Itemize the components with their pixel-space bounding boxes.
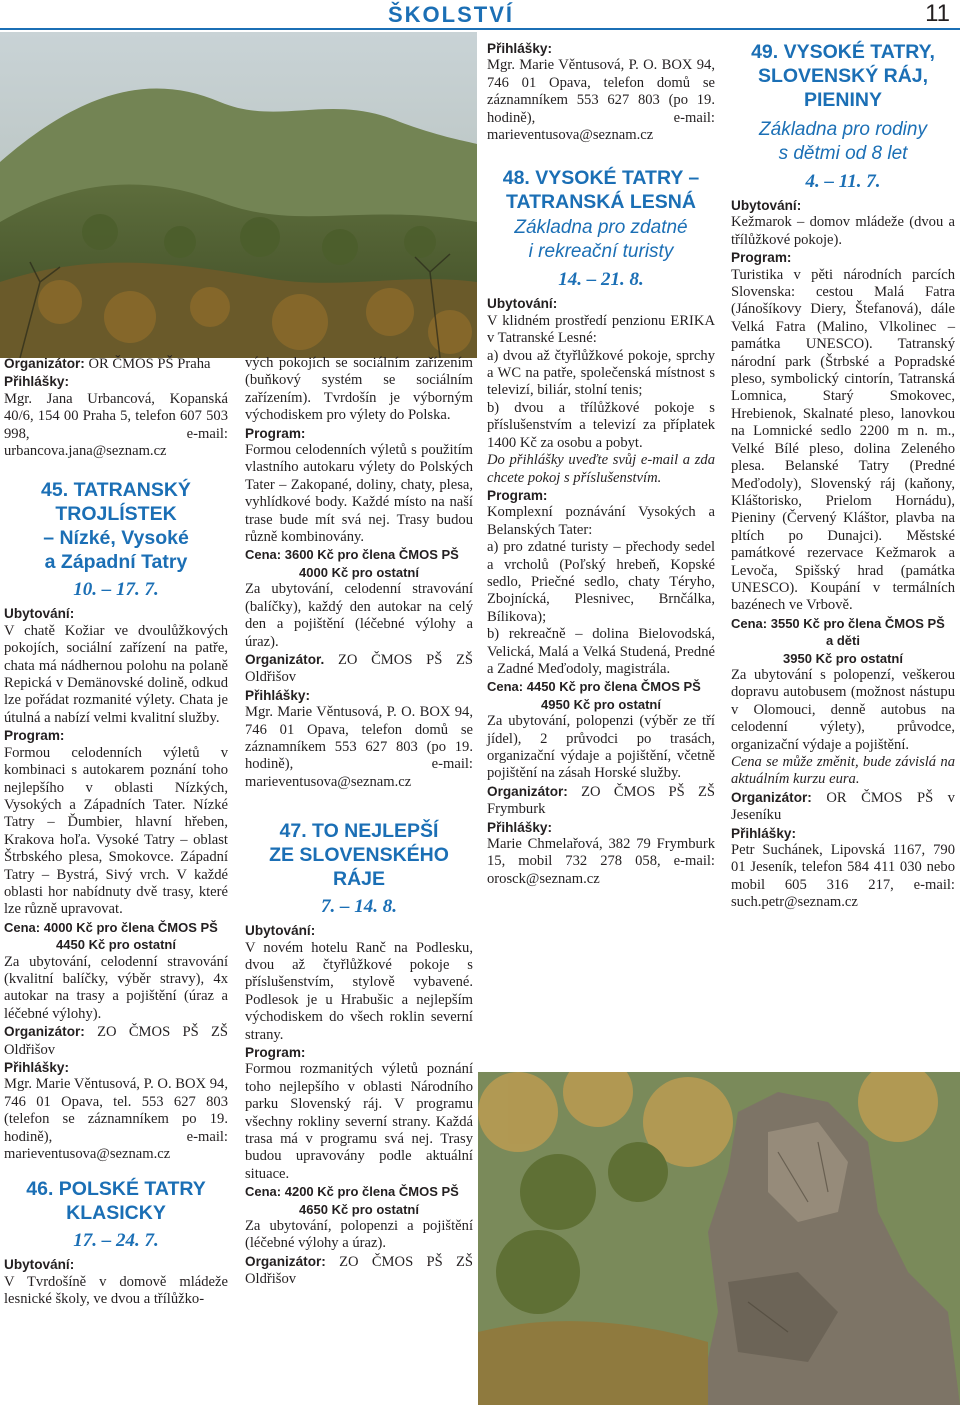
trip-49-accommodation: Kežmarok – domov mládeže (dvou a třílůžkové pokoje). (731, 214, 955, 248)
trip-47-dates: 7. – 14. 8. (321, 896, 397, 918)
trip-49-price-member: Cena: 3550 Kč pro člena ČMOS PŠ (731, 615, 945, 631)
trip-45-price-member: Cena: 4000 Kč pro člena ČMOS PŠ (4, 919, 218, 935)
organizer-label: Organizátor: (731, 789, 812, 805)
trip-49-subtitle: Základna pro rodiny s dětmi od 8 let (759, 119, 927, 164)
program-label: Program: (731, 250, 792, 266)
trip-46-program: Formou celodenních výletů s použitím vlastního autokaru výlety do Polských Tater – Zakopané, doliny, chaty, plesa, vyhlídkové body. Každé místo na naší trase bude mít svá nej. Trasy budou různě kombinovány. (245, 442, 473, 546)
trip-46-title: 46. POLSKÉ TATRY KLASICKY (26, 1178, 206, 1225)
accommodation-label: Ubytování: (4, 606, 75, 622)
trip-45-program: Formou celodenních výletů v kombinaci s autokarem poznání toho nejlepšího v oblasti Nízkých, Vysokých a Západních Tater. Nízké Tatry – Ďumbier, hlavní hřeben, Krakova hoľa. Vysoké Tatry – oblast Štrbského plesa, Smokovce. Západní Tatry – Bystrá, Sivý vrch. V každé oblasti hor nabídnuty dvě trasy, které lze různě upravovat. (4, 744, 228, 918)
trip-47-price-note: Za ubytování, polopenzi a pojištění (léčebné výlohy a úraz). (245, 1218, 473, 1252)
trip-48-note: Do přihlášky uveďte svůj e-mail a zda chcete pokoj s příslušenstvím. (487, 452, 715, 486)
section-title: ŠKOLSTVÍ (388, 2, 515, 27)
trip-47-title: 47. TO NEJLEPŠÍ ZE SLOVENSKÉHO RÁJE (269, 820, 449, 891)
organizer-label: Organizátor: (245, 1253, 326, 1269)
trip-46-price-note: Za ubytování, celodenní stravování (balíčky), každý den autokar na celý den a pojištění (léčebné výlohy a úraz). (245, 581, 473, 650)
trip-47-signup: Mgr. Marie Věntusová, P. O. BOX 94, 746 01 Opava, telefon domů se záznamníkem 553 627 803 (po 19. hodině), e-mail: marieventusova@seznam.cz (487, 57, 715, 144)
accommodation-label: Ubytování: (245, 923, 316, 939)
trip-48-price-note: Za ubytování, polopenzi (výběr ze tří jídel), 2 průvodci po trasách, organizační výdaje a pojištění, včetně pojištění na zásah Horské služby. (487, 713, 715, 782)
organizer-label: Organizátor: (487, 783, 568, 799)
trip-48-signup: Marie Chmelařová, 382 79 Frymburk 15, mobil 732 278 058, e-mail: orosck@seznam.cz (487, 836, 715, 887)
signup-label: Přihlášky: (245, 687, 310, 703)
trip-45-title: 45. TATRANSKÝ TROJLÍSTEK – Nízké, Vysoké a Západní Tatry (41, 479, 191, 574)
trip-48-price-other: 4950 Kč pro ostatní (541, 696, 661, 712)
trip-49-note: Cena se může změnit, bude závislá na aktuálním kurzu eura. (731, 754, 955, 788)
accommodation-label: Ubytování: (487, 296, 558, 312)
trip-45-signup: Mgr. Marie Věntusová, P. O. BOX 94, 746 01 Opava, tel. 553 627 803 (telefon se záznamníkem po 19. hodině), e-mail: marieventusova@seznam.cz (4, 1076, 228, 1163)
forest-hills-photo (0, 32, 477, 358)
organizer-text: OR ČMOS PŠ Praha (88, 356, 211, 372)
accommodation-label: Ubytování: (4, 1257, 75, 1273)
trip-49-program: Turistika v pěti národních parcích Slovenska: cestou Malá Fatra (Jánošíkovy Diery, Štefanová), dále Velká Fatra (Malino, Vlkolinec – památka UNESCO). Tatranský národní park (Štrbské a Popradské pleso, symbolický cintorín, Tatranská Lomnica, Starý Smokovec, Hrebienok, Skalnaté pleso, lanovkou na Lomnické sedlo 2200 m n. m., Velké Bílé pleso, dolina Zeleného plesa. Belanské Tatry (Predné Meďodoly), Slovenský ráj (kaňony, Kláštorisko, Prielom Hornádu), Pieniny (Červený Kláštor, plavba na pltích po Dunajci). Městské památkové rezervace Kežmarok a Levoča, Spišský hrad (památka UNESCO). Koupání v termálních bazénech ve Vrbově. (731, 266, 955, 614)
trip-46-price-member: Cena: 3600 Kč pro člena ČMOS PŠ (245, 547, 459, 563)
signup-label: Přihlášky: (731, 825, 796, 841)
rock-formation-photo (478, 1072, 960, 1405)
trip-45-accommodation: V chatě Kožiar ve dvoulůžkových pokojích, sociální zařízení na patře, chata má nádhernou polohu na polaně Repická v Demänovské dolině, odkud lze pořádat rozmanité výlety. Chata je útulná a nabízí velmi kvalitní služby. (4, 622, 228, 726)
signup-label: Přihlášky: (487, 819, 552, 835)
trip-46-organizer: ZO ČMOS PŠ ZŠ Oldřišov (245, 651, 473, 686)
program-label: Program: (487, 487, 548, 503)
trip-48-accommodation-b: b) dvou a třílůžkové pokoje s příslušenstvím a televizí za příplatek 1400 Kč za osobu a pobyt. (487, 399, 715, 451)
trip-46-price-other: 4000 Kč pro ostatní (299, 564, 419, 580)
trip-49-dates: 4. – 11. 7. (805, 171, 881, 192)
trip-49-title: 49. VYSOKÉ TATRY, SLOVENSKÝ RÁJ, PIENINY (751, 41, 935, 111)
trip-47-price-member: Cena: 4200 Kč pro člena ČMOS PŠ (245, 1184, 459, 1200)
trip-48-program-a: a) pro zdatné turisty – přechody sedel a vrcholů (Poľský hrebeň, Kopské sedlo, Priečné sedlo, chaty Téryho, Zbojnícká, Plesnivec, Brnčálka, Bílikova); (487, 539, 715, 625)
organizer-label: Organizátor. (245, 651, 325, 667)
trip-47-program: Formou rozmanitých výletů poznání toho nejlepšího v oblasti Národního parku Slovenský ráj. V programu všechny rokliny severní strany. Každá trasa má v programu svá nej. Trasy budou upravovány podle aktuální situace. (245, 1061, 473, 1182)
signup-label: Přihlášky: (4, 1060, 69, 1075)
trip-45-organizer: ZO ČMOS PŠ ZŠ Oldřišov (4, 1024, 228, 1058)
program-label: Program: (245, 1045, 306, 1060)
trip-46-dates: 17. – 24. 7. (73, 1230, 159, 1252)
header-rule (0, 28, 960, 30)
trip-47-accommodation: V novém hotelu Ranč na Podlesku, dvou až čtyřlůžkové pokoje s příslušenstvím, stylově vybavené. Podlesok je u Hrabušic a nejlepším východiskem do všech roklin severní strany. (245, 939, 473, 1043)
accommodation-label: Ubytování: (731, 198, 802, 213)
column-2 (245, 355, 473, 1289)
organizer-label: Organizátor: (4, 1024, 85, 1040)
trip-47-price-other: 4650 Kč pro ostatní (299, 1201, 419, 1217)
column-3 (487, 40, 715, 888)
trip-48-accommodation: V klidném prostředí penzionu ERIKA v Tatranské Lesné: (487, 312, 715, 347)
trip-49-price-other: 3950 Kč pro ostatní (783, 650, 903, 666)
program-label: Program: (245, 425, 306, 441)
page-number: 11 (925, 0, 950, 27)
trip-46-signup: Mgr. Marie Věntusová, P. O. BOX 94, 746 01 Opava, telefon domů se záznamníkem 553 627 803 (po 19. hodině), e-mail: marieventusova@seznam.cz (245, 704, 473, 790)
signup-text: Mgr. Jana Urbancová, Kopanská 40/6, 154 00 Praha 5, telefon 607 503 998, e-mail: urbancova.jana@seznam.cz (4, 390, 228, 460)
trip-48-dates: 14. – 21. 8. (558, 269, 644, 291)
trip-46-accommodation-start: V Tvrdošíně v domově mládeže lesnické školy, ve dvou a třílůžko- (4, 1273, 228, 1308)
trip-48-organizer: ZO ČMOS PŠ ZŠ Frymburk (487, 783, 715, 818)
trip-48-program-b: b) rekreačně – dolina Bielovodská, Velická, Malá a Velká Studená, Predné a Zadné Meďodoly, magistrála. (487, 626, 715, 677)
trip-48-title: 48. VYSOKÉ TATRY – TATRANSKÁ LESNÁ (502, 167, 700, 214)
column-4 (731, 40, 955, 912)
trip-48-accommodation-a: a) dvou až čtyřlůžkové pokoje, sprchy a WC na patře, společenská místnost s televizí, biliár, stolní tenis; (487, 347, 715, 399)
trip-47-organizer: ZO ČMOS PŠ ZŠ Oldřišov (245, 1253, 473, 1288)
trip-49-signup: Petr Suchánek, Lipovská 1167, 790 01 Jeseník, telefon 584 411 030 nebo mobil 605 316 217, e-mail: such.petr@seznam.cz (731, 842, 955, 911)
trip-48-subtitle: Základna pro zdatné i rekreační turisty (514, 217, 688, 263)
signup-label: Přihlášky: (4, 374, 69, 390)
trip-49-price-note: Za ubytování s polopenzí, veškerou dopravu autobusem (možnost nástupu v Olomouci, denně autobus na celodenní výlety), průvodce, organizační výdaje a pojištění. (731, 666, 955, 753)
trip-45-price-other: 4450 Kč pro ostatní (56, 937, 176, 953)
trip-45-dates: 10. – 17. 7. (73, 579, 159, 601)
trip-49-price-children: a děti (826, 633, 860, 649)
trip-45-price-note: Za ubytování, celodenní stravování (kvalitní balíčky, výběr stravy), 4x autokar na trasy a pojištění (úraz a léčebné výlohy). (4, 953, 228, 1022)
trip-48-price-member: Cena: 4450 Kč pro člena ČMOS PŠ (487, 679, 701, 695)
program-label: Program: (4, 728, 65, 744)
signup-label: Přihlášky: (487, 41, 552, 56)
trip-48-program: Komplexní poznávání Vysokých a Belanských Tater: (487, 504, 715, 538)
trip-49-organizer: OR ČMOS PŠ v Jeseníku (731, 789, 955, 824)
organizer-label: Organizátor: (4, 356, 85, 371)
trip-46-accommodation-end: vých pokojích se sociálním zařízením (buňkový systém se sociálním zařízením). Tvrdošín je výborným východiskem pro výlety do Polska. (245, 355, 473, 424)
column-1 (4, 355, 228, 1309)
